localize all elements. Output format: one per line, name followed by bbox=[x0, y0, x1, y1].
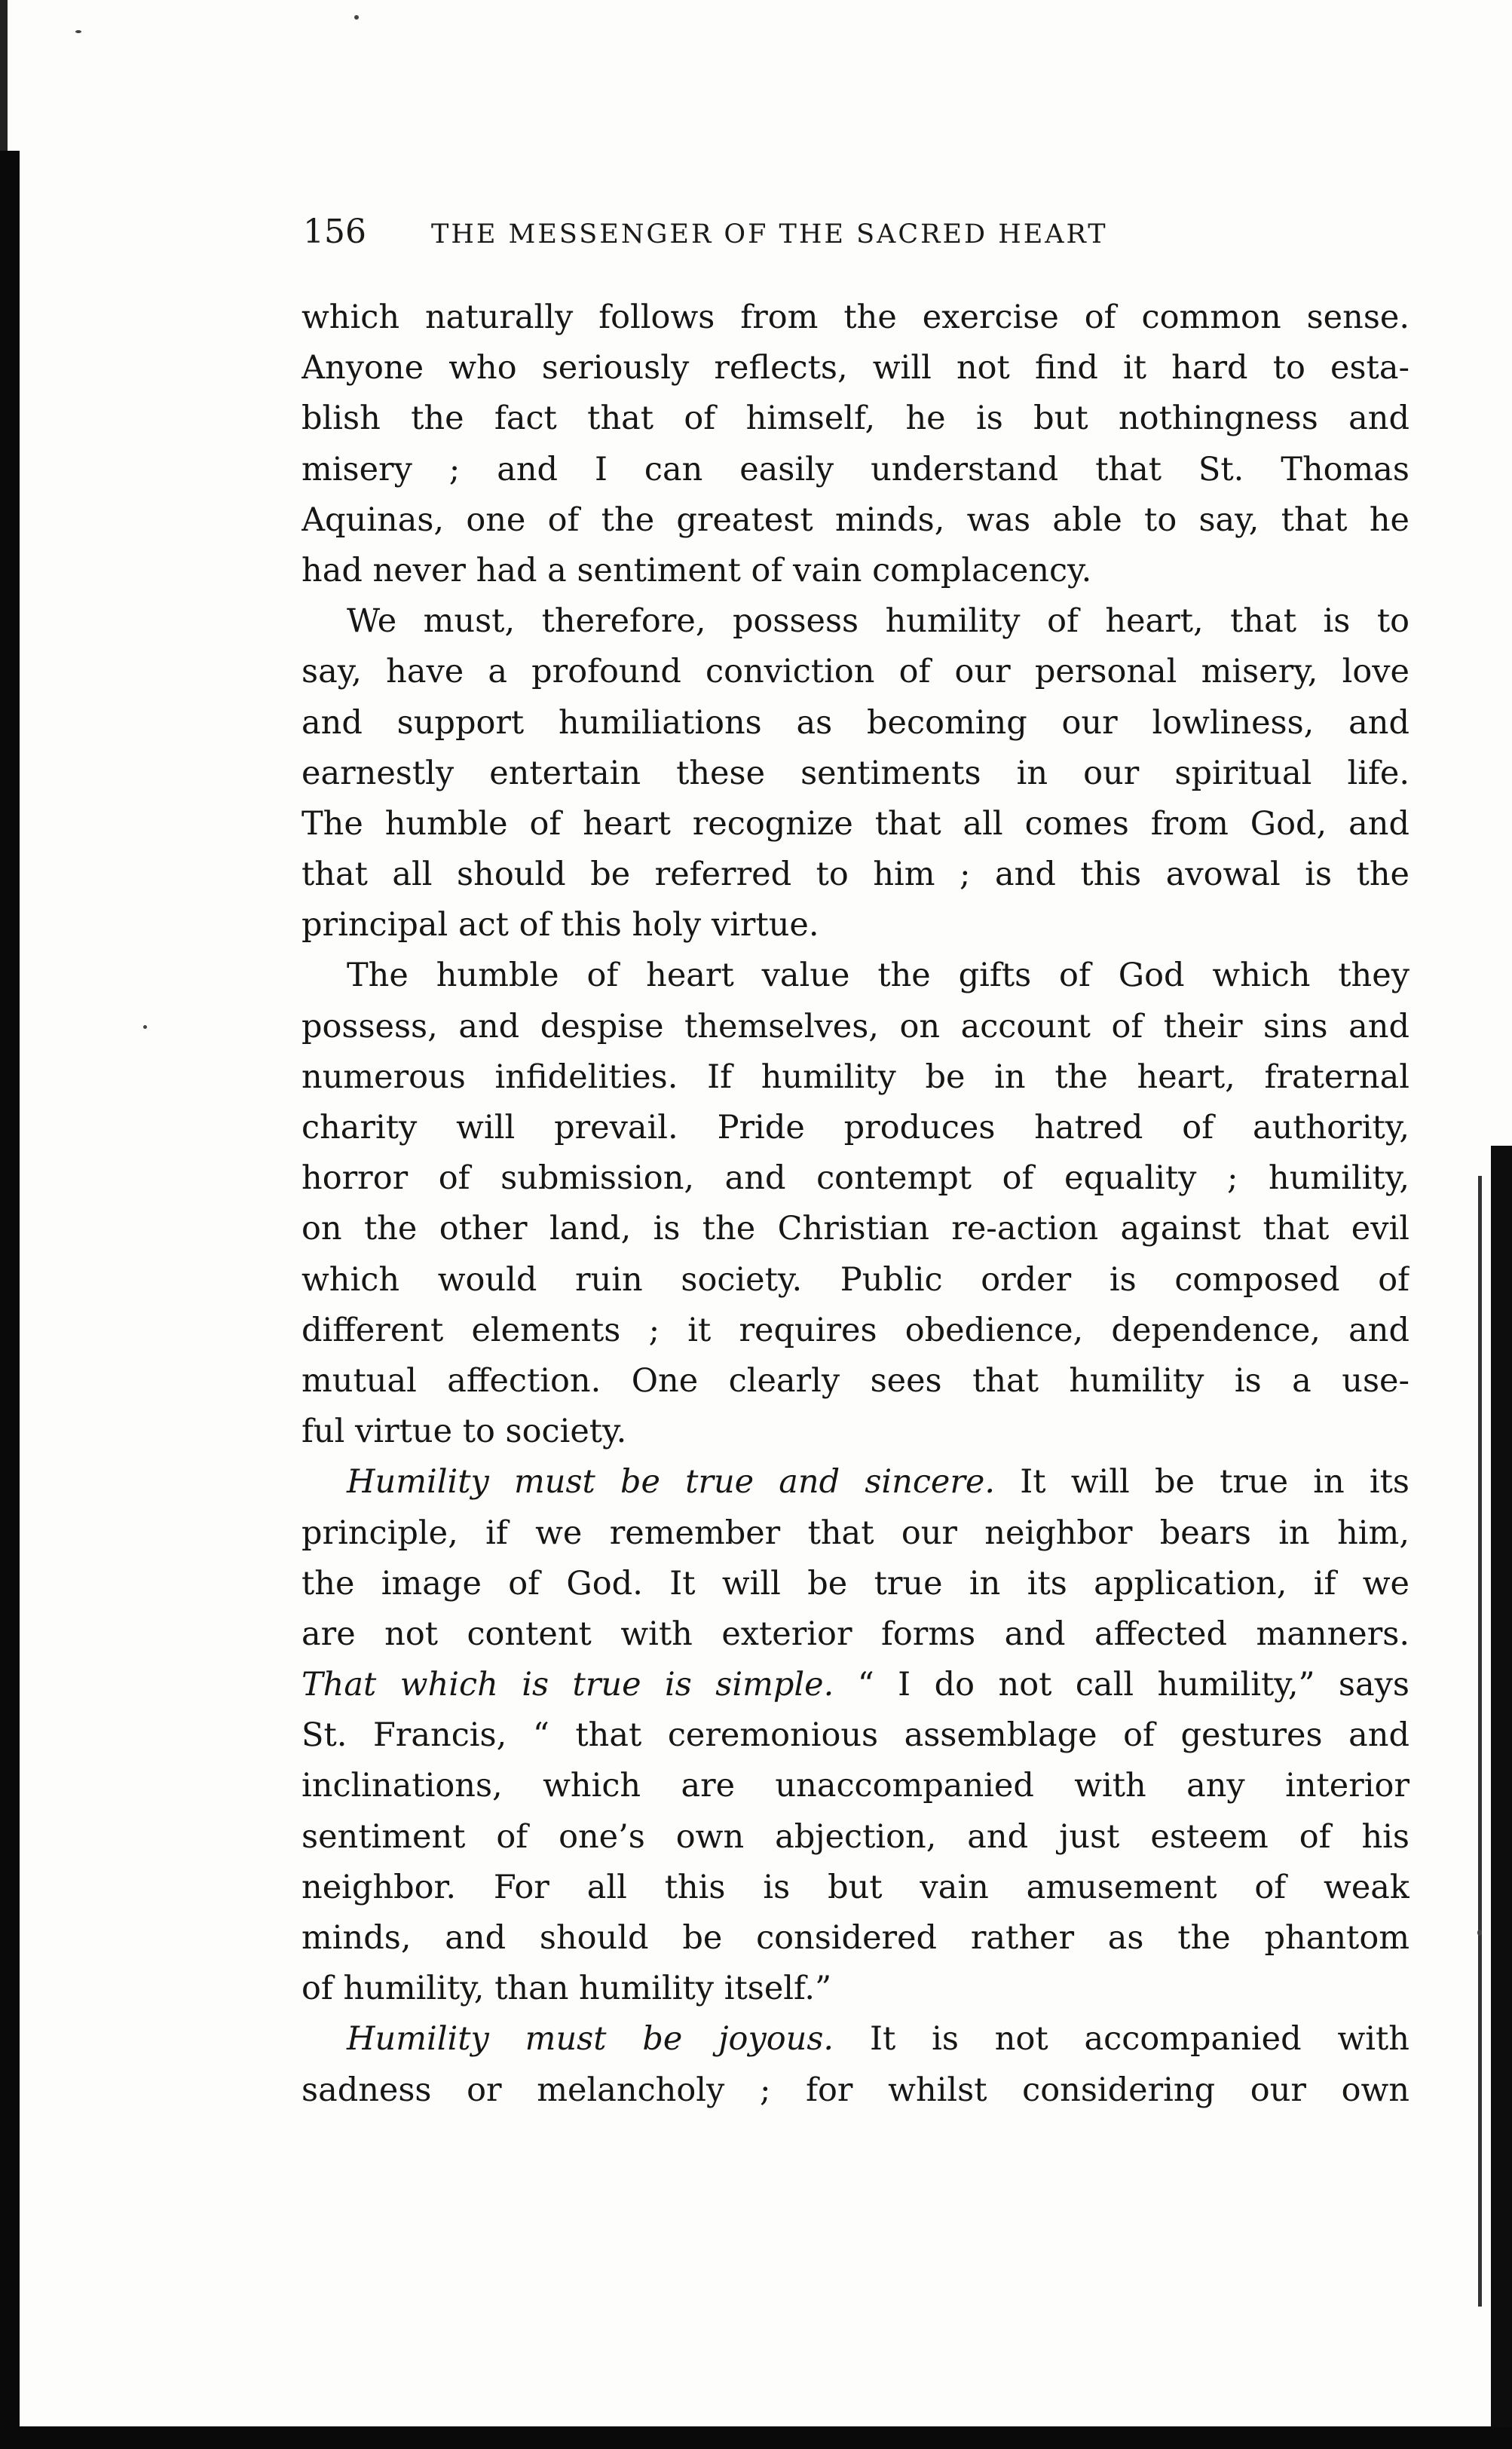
text-line: are not content with exterior forms and affected manners. bbox=[301, 1615, 1409, 1653]
text-line: charity will prevail. Pride produces hatred of authority, bbox=[301, 1109, 1409, 1146]
running-head-title: THE MESSENGER OF THE SACRED HEART bbox=[431, 219, 1108, 249]
text-line: inclinations, which are unaccompanied with any interior bbox=[301, 1767, 1409, 1805]
text-line: neighbor. For all this is but vain amusement of weak bbox=[301, 1868, 1409, 1906]
scan-edge-left-top bbox=[0, 0, 8, 158]
text-line: We must, therefore, possess humility of heart, that is to bbox=[347, 602, 1409, 641]
text-line: minds, and should be considered rather as the phantom bbox=[301, 1919, 1409, 1957]
text-line: The humble of heart recognize that all comes from God, and bbox=[301, 804, 1409, 843]
text-run: It will be true in its bbox=[1020, 1463, 1409, 1502]
text-line: mutual affection. One clearly sees that humility is a use- bbox=[301, 1361, 1409, 1400]
italic-heading: Humility must be joyous. bbox=[347, 2020, 834, 2059]
italic-heading: Humility must be true and sincere. bbox=[347, 1463, 996, 1502]
text-line: which would ruin society. Public order is composed of bbox=[301, 1260, 1409, 1299]
body-text bbox=[301, 292, 1409, 2116]
text-line bbox=[301, 1660, 1409, 1710]
text-run: It is not accompanied with bbox=[869, 2020, 1409, 2059]
text-line: earnestly entertain these sentiments in our spiritual life. bbox=[301, 754, 1409, 792]
text-line: possess, and despise themselves, on account of their sins and bbox=[301, 1007, 1409, 1045]
text-line: horror of submission, and contempt of equality ; humility, bbox=[301, 1159, 1409, 1198]
text-line: principle, if we remember that our neighbor bears in him, bbox=[301, 1514, 1409, 1552]
scan-edge-bottom bbox=[0, 2426, 1512, 2449]
text-line: that all should be referred to him ; and this avowal is the bbox=[301, 856, 1409, 894]
text-line: blish the fact that of himself, he is but nothingness and bbox=[301, 399, 1409, 438]
text-line: sentiment of one’s own abjection, and just esteem of his bbox=[301, 1817, 1409, 1856]
text-line: The humble of heart value the gifts of God which they bbox=[347, 957, 1409, 995]
text-line: on the other land, is the Christian re-action against that evil bbox=[301, 1210, 1409, 1248]
text-line: ful virtue to society. bbox=[301, 1413, 627, 1451]
text-line: St. Francis, “ that ceremonious assemblage of gestures and bbox=[301, 1716, 1409, 1755]
text-line: different elements ; it requires obedience, dependence, and bbox=[301, 1311, 1409, 1349]
scan-speck bbox=[143, 1025, 147, 1029]
text-line: misery ; and I can easily understand that St. Thomas bbox=[301, 450, 1409, 488]
text-line: had never had a sentiment of vain complacency. bbox=[301, 551, 1092, 589]
page-number: 156 bbox=[303, 213, 366, 251]
text-line: Aquinas, one of the greatest minds, was able to say, that he bbox=[301, 501, 1409, 539]
text-line: and support humiliations as becoming our lowliness, and bbox=[301, 703, 1409, 742]
text-line: of humility, than humility itself.” bbox=[301, 1970, 832, 2008]
scan-speck bbox=[75, 30, 81, 33]
text-line: say, have a profound conviction of our personal misery, love bbox=[301, 653, 1409, 691]
text-line: Anyone who seriously reflects, will not find it hard to esta- bbox=[301, 349, 1409, 387]
scan-edge-left bbox=[0, 151, 20, 2442]
text-line: principal act of this holy virtue. bbox=[301, 906, 819, 944]
text-run: “ I do not call humility,” says bbox=[857, 1666, 1409, 1704]
text-line bbox=[301, 1457, 1409, 1508]
scan-edge-right bbox=[1491, 1146, 1512, 2427]
italic-heading: That which is true is simple. bbox=[301, 1666, 834, 1704]
scan-speck bbox=[1477, 1930, 1482, 1936]
scan-edge-right-inner bbox=[1478, 1176, 1482, 2307]
text-line: sadness or melancholy ; for whilst considering our own bbox=[301, 2071, 1409, 2109]
scan-speck bbox=[354, 15, 359, 20]
text-line: which naturally follows from the exercise of common sense. bbox=[301, 298, 1409, 336]
text-line bbox=[301, 2014, 1409, 2065]
text-line: numerous infidelities. If humility be in the heart, fraternal bbox=[301, 1058, 1409, 1096]
text-line: the image of God. It will be true in its application, if we bbox=[301, 1564, 1409, 1603]
running-header bbox=[303, 213, 1260, 251]
